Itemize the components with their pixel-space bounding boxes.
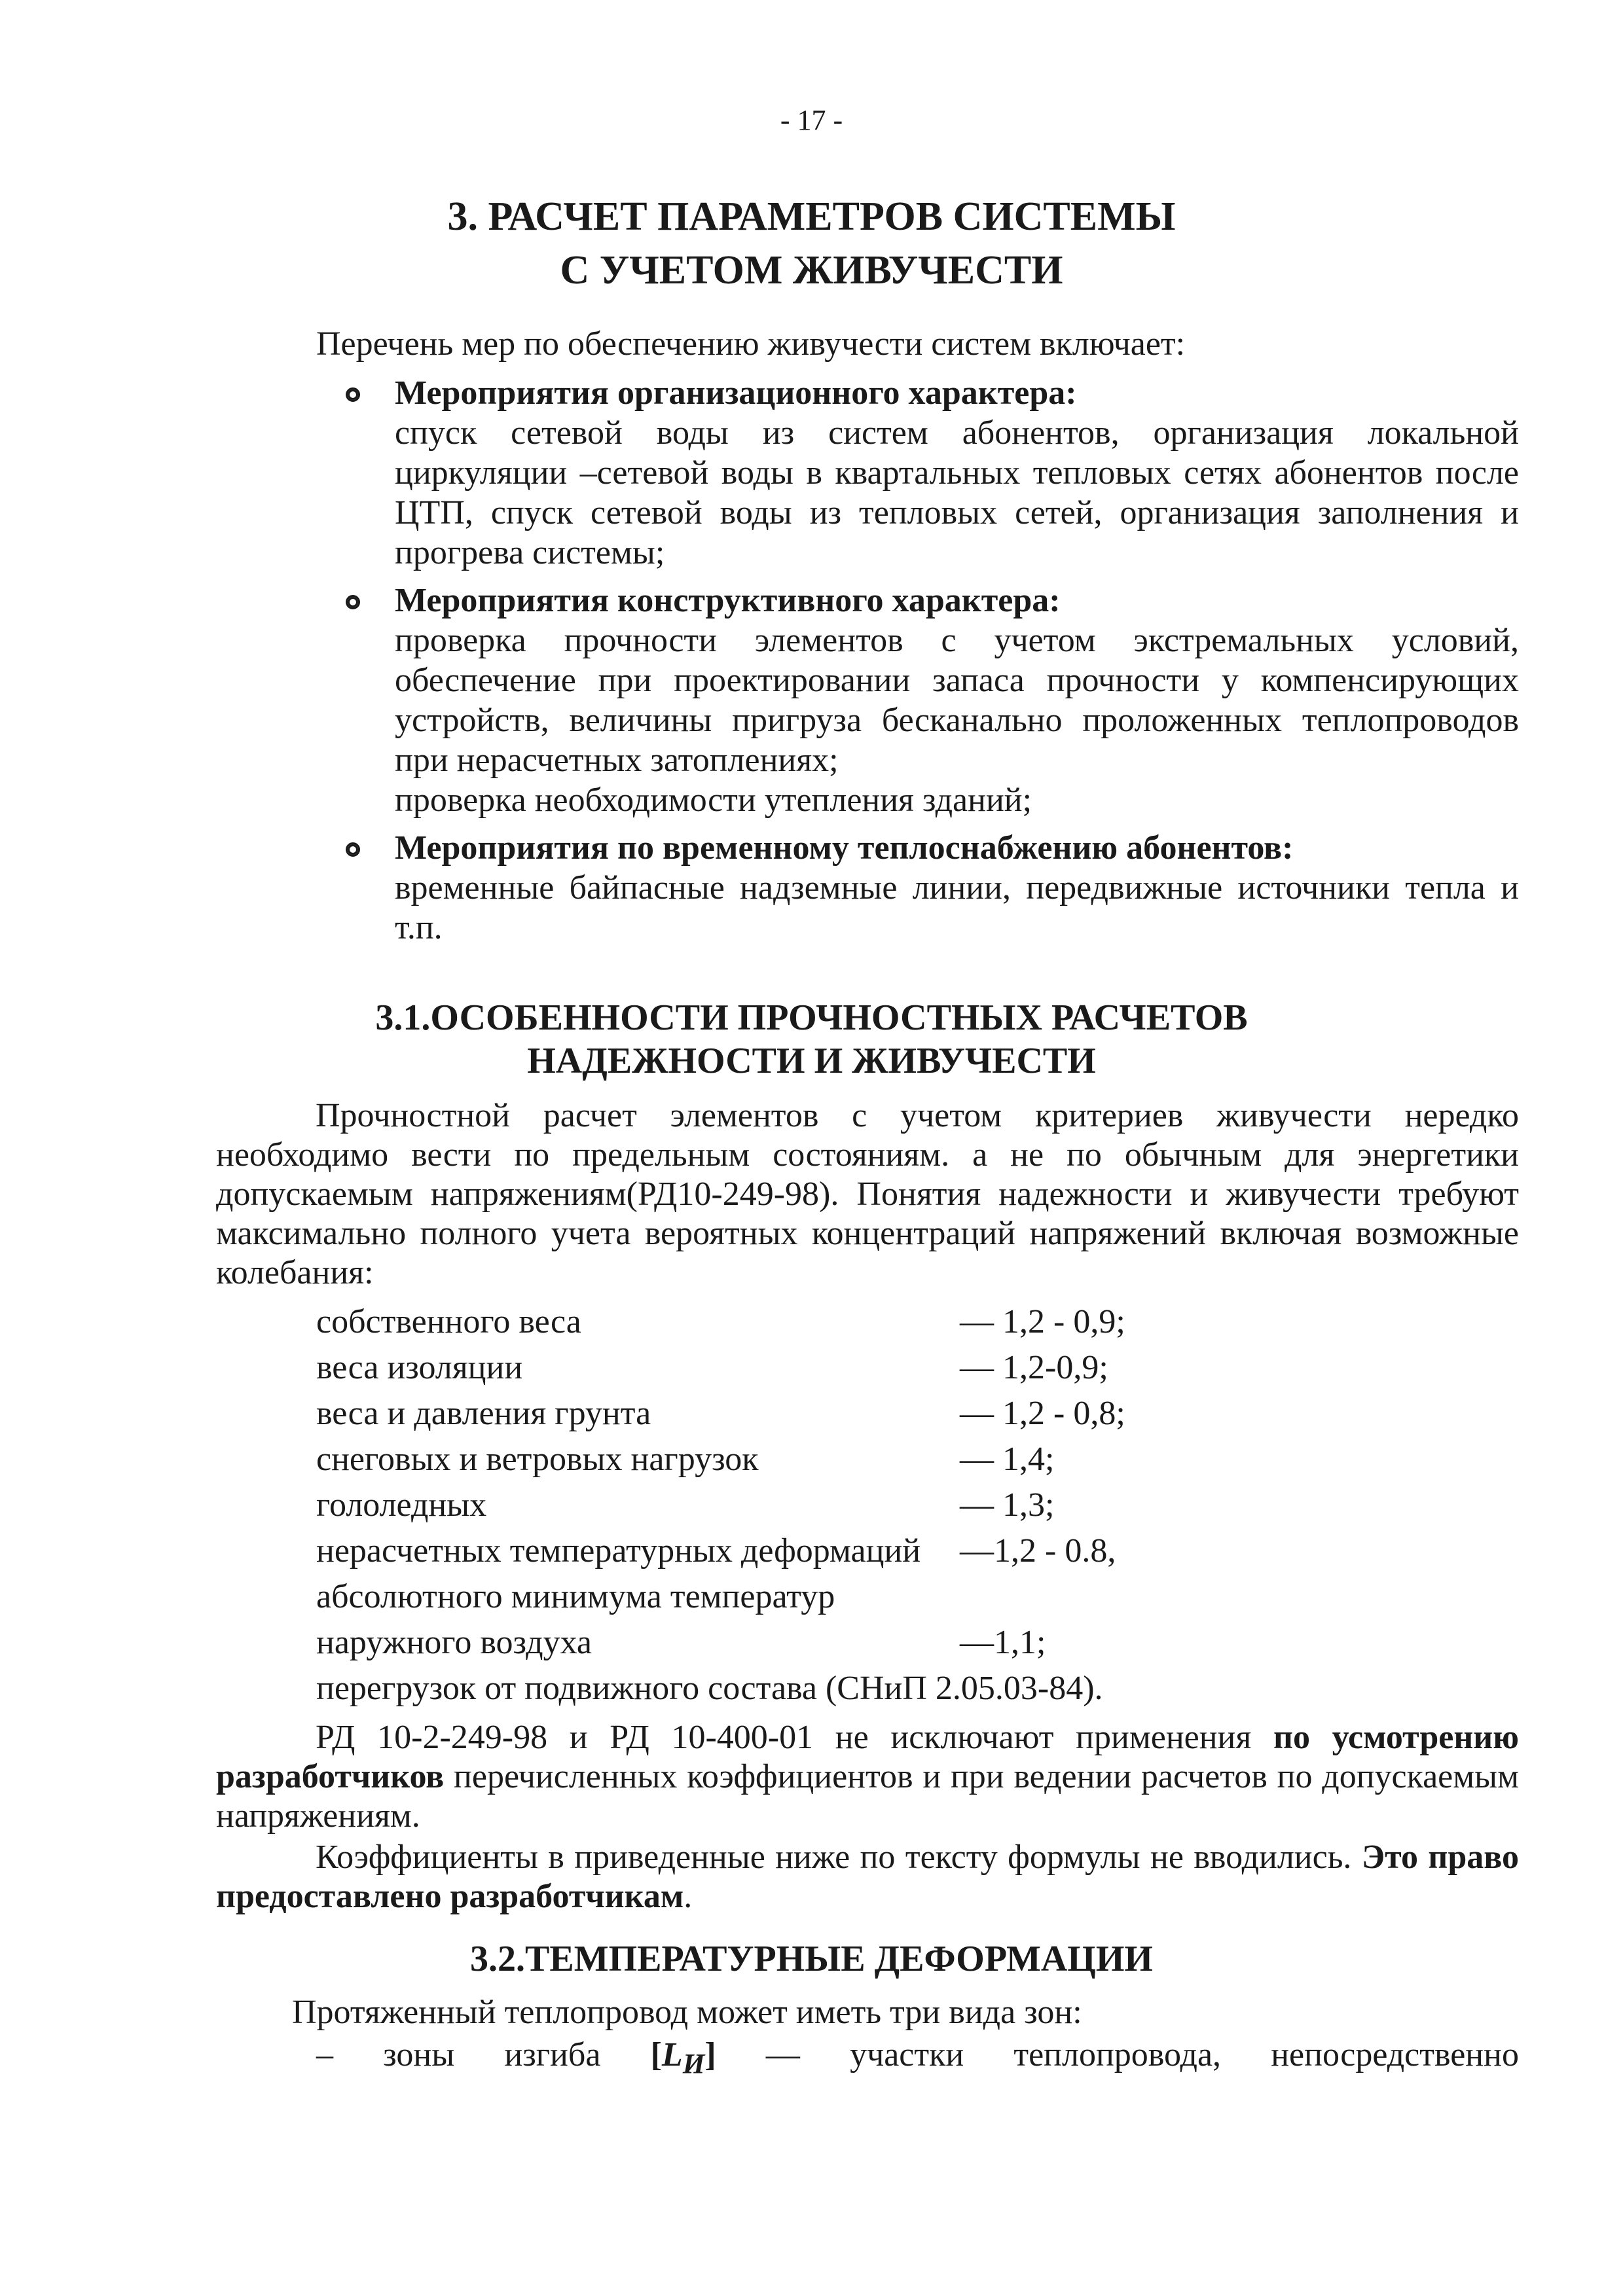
- section-heading-3-2: [0, 1937, 1623, 1981]
- list-item: [316, 1482, 1167, 1528]
- coefficient-value: —1,2 - 0.8,: [960, 1532, 1116, 1570]
- paragraph-text: .: [684, 1878, 693, 1915]
- zone-word: непосредственно: [1271, 2036, 1519, 2073]
- list-item: [327, 373, 1519, 573]
- paragraph-text: Коэффициенты в приведенные ниже по тексту формулы не вводились.: [316, 1839, 1362, 1876]
- zone-item-bending: [316, 2036, 1519, 2083]
- measure-text-2: проверка необходимости утепления зданий;: [395, 781, 1032, 819]
- zone-word: участки: [850, 2036, 964, 2073]
- list-item: [327, 581, 1519, 820]
- dash-mark: —: [765, 2036, 800, 2073]
- measure-heading: Мероприятия по временному теплоснабжению абонентов:: [395, 829, 1294, 867]
- intro-text: Перечень мер по обеспечению живучести систем включает:: [316, 325, 1186, 363]
- list-item: [316, 1299, 1167, 1345]
- coefficient-label: собственного веса: [316, 1303, 581, 1340]
- bullet-icon: [346, 387, 360, 402]
- zone-word: изгиба: [504, 2036, 601, 2073]
- section-heading-line: 3.2.ТЕМПЕРАТУРНЫЕ ДЕФОРМАЦИИ: [470, 1939, 1153, 1979]
- zones-intro: [292, 1993, 1519, 2032]
- paragraph-text: РД 10-2-249-98 и РД 10-400-01 не исключают применения: [316, 1719, 1273, 1756]
- coefficient-label: нерасчетных температурных деформаций: [316, 1532, 921, 1570]
- coefficient-label: веса изоляции: [316, 1349, 523, 1386]
- zone-word: теплопровода,: [1013, 2036, 1222, 2073]
- list-item: [316, 1620, 1167, 1666]
- zone-word: зоны: [383, 2036, 455, 2073]
- list-item: [316, 1666, 1167, 1712]
- measure-heading: Мероприятия организационного характера: [395, 374, 1066, 412]
- coefficient-value: — 1,2 - 0,9;: [960, 1303, 1125, 1340]
- section-heading-3-1: [0, 996, 1623, 1083]
- page-title-line-1: 3. РАСЧЕТ ПАРАМЕТРОВ СИСТЕМЫ: [447, 194, 1176, 239]
- coefficient-label: абсолютного минимума температур: [316, 1578, 835, 1615]
- dash-mark: –: [316, 2036, 333, 2073]
- coefficient-label: наружного воздуха: [316, 1624, 592, 1661]
- coefficient-label: снеговых и ветровых нагрузок: [316, 1441, 759, 1478]
- bullet-icon: [346, 595, 360, 609]
- paragraph-text: Протяженный теплопровод может иметь три вида зон:: [292, 1994, 1082, 2031]
- coefficient-label: перегрузок от подвижного состава (СНиП 2.05.03-84).: [316, 1670, 1103, 1707]
- list-item: [316, 1345, 1167, 1391]
- standards-paragraph: [216, 1718, 1519, 1836]
- list-item: [327, 828, 1519, 948]
- coefficient-value: — 1,2 - 0,8;: [960, 1395, 1125, 1432]
- paragraph-text: перечисленных коэффициентов и при ведении расчетов по допускаемым напряжениям.: [216, 1758, 1519, 1835]
- page-title: [0, 190, 1623, 297]
- measure-text: временные байпасные надземные линии, передвижные источники тепла и т.п.: [395, 869, 1519, 946]
- paragraph-bold-text: Это право предоставлено разработчикам: [216, 1839, 1519, 1915]
- page-title-line-2: С УЧЕТОМ ЖИВУЧЕСТИ: [560, 248, 1063, 293]
- paragraph-bold-text: по усмотрению разработчиков: [216, 1719, 1519, 1795]
- section-heading-line-2: НАДЕЖНОСТИ И ЖИВУЧЕСТИ: [527, 1041, 1096, 1081]
- coefficient-list: [316, 1299, 1167, 1712]
- bullet-icon: [346, 842, 360, 857]
- list-item: [316, 1528, 1167, 1574]
- coefficients-note-paragraph: [216, 1838, 1519, 1916]
- list-item: [316, 1391, 1167, 1437]
- coefficient-label: веса и давления грунта: [316, 1395, 651, 1432]
- coefficient-value: —1,1;: [960, 1624, 1046, 1661]
- measure-text: проверка прочности элементов с учетом экстремальных условий, обеспечение при проектировании запаса прочности у компенсирующих устройств, величины пригруза бесканально проложенных теплопроводов при нерасчетных затоплениях;: [395, 622, 1519, 779]
- measure-text: спуск сетевой воды из систем абонентов, организация локальной циркуляции –сетевой воды в квартальных тепловых сетях абонентов после ЦТП, спуск сетевой воды из тепловых сетей, организация заполнения и прогрева системы;: [395, 414, 1519, 571]
- list-item: [316, 1574, 1167, 1620]
- zone-symbol: $[L_И]$: [650, 2036, 716, 2080]
- measure-heading-suffix: :: [1065, 374, 1077, 412]
- coefficient-value: — 1,4;: [960, 1441, 1055, 1478]
- measures-list: [327, 373, 1519, 956]
- list-item: [316, 1437, 1167, 1482]
- measure-heading: Мероприятия конструктивного характера:: [395, 582, 1061, 619]
- strength-paragraph: [216, 1096, 1519, 1293]
- coefficient-value: — 1,2-0,9;: [960, 1349, 1108, 1386]
- section-heading-line-1: 3.1.ОСОБЕННОСТИ ПРОЧНОСТНЫХ РАСЧЕТОВ: [375, 997, 1248, 1038]
- coefficient-label: гололедных: [316, 1486, 487, 1524]
- paragraph-text: Прочностной расчет элементов с учетом критериев живучести нередко необходимо вести по предельным состояниям. а не по обычным для энергетики допускаемым напряжениям(РД10-249-98). Понятия надежности и живучести требуют максимально полного учета вероятных концентраций напряжений включая возможные колебания:: [216, 1097, 1519, 1291]
- page-number: - 17 -: [780, 104, 843, 136]
- coefficient-value: — 1,3;: [960, 1486, 1055, 1524]
